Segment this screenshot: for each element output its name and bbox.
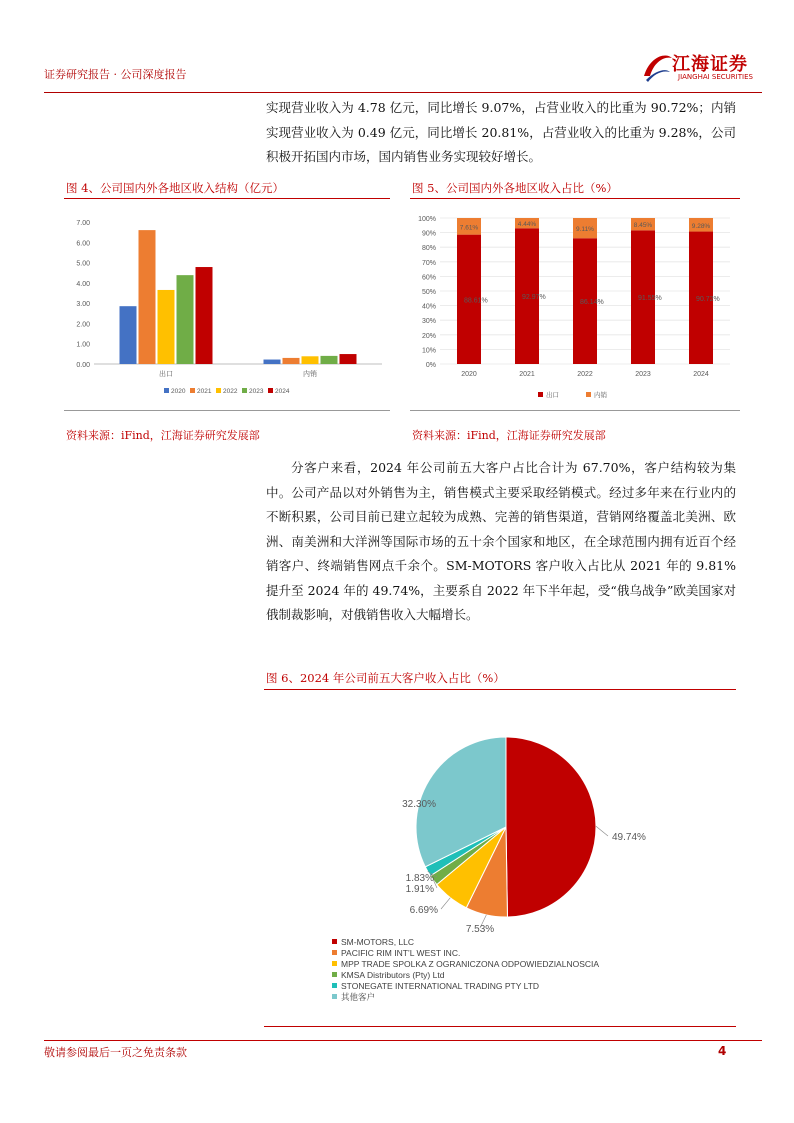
legend-label: 2020 [171, 388, 186, 395]
data-label-domestic: 7.61% [459, 224, 479, 232]
legend-label: MPP TRADE SPOLKA Z OGRANICZONA ODPOWIEDZIALNOSCIA [341, 959, 600, 969]
bar-2024-1 [340, 354, 357, 364]
figure5-title: 图 5、公司国内外各地区收入占比（%） [412, 181, 618, 195]
legend-swatch-domestic [586, 392, 591, 397]
figure5-chart [410, 202, 740, 407]
figure4-title-rule [64, 198, 390, 199]
pie-slice-0 [506, 737, 596, 917]
y-tick-label: 100% [418, 216, 436, 223]
y-tick-label: 70% [421, 259, 436, 267]
data-label-export: 92.97% [522, 294, 546, 302]
figure6-title: 图 6、2024 年公司前五大客户收入占比（%） [266, 671, 505, 685]
bar-2021-1 [283, 358, 300, 364]
y-tick-label: 2.00 [76, 321, 90, 329]
pie-data-label: 7.53% [465, 924, 495, 935]
y-tick-label: 10% [421, 347, 436, 355]
pie-leader-line [441, 898, 450, 909]
legend-swatch-3 [332, 972, 337, 977]
company-logo [640, 50, 764, 86]
legend-label: SM-MOTORS, LLC [341, 937, 415, 947]
pie-data-label: 1.91% [405, 884, 434, 895]
y-tick-label: 3.00 [76, 301, 90, 309]
figure4-chart [64, 202, 390, 407]
page-number: 4 [718, 1044, 727, 1058]
bar-2023-0 [177, 275, 194, 364]
pie-data-label: 6.69% [409, 905, 438, 916]
logo-swirl-icon [640, 50, 674, 84]
legend-swatch-export [538, 392, 543, 397]
figure4-bottom-rule [64, 410, 390, 411]
customer-paragraph: 分客户来看，2024 年公司前五大客户占比合计为 67.70%，客户结构较为集中。公司产品以对外销售为主，销售模式主要采取经销模式。经过多年来在行业内的不断积累，公司目前已建立起较为成熟、完善的销售渠道，营销网络覆盖北美洲、欧洲、南美洲和大洋洲等国际市场的五十余个国家和地区，在全球范围内拥有近百个经销客户、终端销售网点千余个。SM-MOTORS 客户收入占比从 2021 年的 9.81%提升至 2024 年的 49.74%，主要系自 2022 年下半年起，受“俄乌战争”欧美国家对俄制裁影响，对俄销售收入大幅增长。 [266, 460, 736, 622]
data-label-export: 86.14% [580, 299, 604, 307]
x-tick-label: 出口 [159, 371, 173, 378]
legend-label: 2023 [249, 388, 264, 395]
y-tick-label: 6.00 [76, 240, 90, 248]
legend-label: 内销 [594, 392, 607, 399]
legend-label: 2024 [275, 388, 290, 395]
x-tick-label: 内销 [303, 371, 317, 378]
y-tick-label: 7.00 [76, 220, 90, 227]
bar-2022-1 [302, 356, 319, 364]
legend-swatch-2 [332, 961, 337, 966]
legend-label: 2022 [223, 388, 238, 395]
figure5-title-rule [410, 198, 740, 199]
footer-disclaimer[interactable]: 敬请参阅最后一页之免责条款 [44, 1046, 187, 1059]
data-label-export: 91.55% [638, 295, 662, 303]
x-tick-label: 2023 [635, 371, 651, 378]
legend-swatch-2021 [190, 388, 195, 393]
x-tick-label: 2022 [577, 371, 593, 378]
y-tick-label: 50% [421, 289, 436, 296]
legend-label: 其他客户 [341, 992, 376, 1002]
figure4-source: 资料来源：iFind，江海证券研究发展部 [66, 429, 260, 442]
legend-label: PACIFIC RIM INT’L WEST INC. [341, 948, 461, 958]
data-label-export: 90.72% [696, 295, 720, 303]
legend-label: KMSA Distributors (Pty) Ltd [341, 970, 445, 980]
y-tick-label: 5.00 [76, 260, 90, 268]
legend-swatch-1 [332, 950, 337, 955]
y-tick-label: 0.00 [76, 362, 90, 369]
x-tick-label: 2020 [461, 371, 477, 378]
intro-paragraph: 实现营业收入为 4.78 亿元，同比增长 9.07%，占营业收入的比重为 90.72%；内销实现营业收入为 0.49 亿元，同比增长 20.81%，占营业收入的比重为 9.28%，公司积极开拓国内市场，国内销售业务实现较好增长。 [266, 100, 736, 164]
report-type-label: 证券研究报告 · 公司深度报告 [44, 68, 187, 81]
data-label-domestic: 9.28% [691, 222, 711, 230]
bar-2024-0 [196, 267, 213, 364]
y-tick-label: 40% [421, 303, 436, 311]
y-tick-label: 80% [421, 245, 436, 253]
data-label-domestic: 8.45% [633, 222, 653, 230]
figure4-title: 图 4、公司国内外各地区收入结构（亿元） [66, 181, 284, 195]
legend-label: 2021 [197, 388, 212, 395]
figure6-chart [264, 695, 736, 1020]
y-tick-label: 4.00 [76, 280, 90, 288]
pie-data-label: 32.30% [402, 799, 436, 810]
bar-2020-0 [120, 306, 137, 364]
legend-swatch-5 [332, 994, 337, 999]
legend-label: STONEGATE INTERNATIONAL TRADING PTY LTD [341, 981, 540, 991]
legend-swatch-2024 [268, 388, 273, 393]
figure5-bottom-rule [410, 410, 740, 411]
logo-text-en: JIANGHAI SECURITIES [678, 73, 753, 81]
bar-2022-0 [158, 290, 175, 364]
figure6-title-rule [264, 689, 736, 690]
pie-leader-line [596, 826, 608, 836]
y-tick-label: 90% [421, 230, 436, 238]
y-tick-label: 20% [421, 332, 436, 340]
logo-text-cn: 江海证券 [672, 54, 748, 75]
header-divider [44, 92, 762, 93]
legend-swatch-4 [332, 983, 337, 988]
pie-data-label: 1.83% [405, 873, 434, 884]
legend-swatch-2022 [216, 388, 221, 393]
legend-label: 出口 [546, 392, 559, 399]
bar-2020-1 [264, 360, 281, 364]
y-tick-label: 1.00 [76, 341, 90, 349]
pie-data-label: 49.74% [612, 832, 646, 843]
bar-2021-0 [139, 230, 156, 364]
legend-swatch-2023 [242, 388, 247, 393]
data-label-export: 88.61% [464, 297, 488, 305]
data-label-domestic: 4.44% [517, 221, 537, 229]
data-label-domestic: 9.11% [576, 226, 594, 234]
legend-swatch-0 [332, 939, 337, 944]
bar-2023-1 [321, 356, 338, 364]
legend-swatch-2020 [164, 388, 169, 393]
y-tick-label: 60% [421, 274, 436, 282]
x-tick-label: 2021 [519, 371, 535, 378]
y-tick-label: 0% [425, 362, 436, 369]
figure6-bottom-rule [264, 1026, 736, 1027]
footer-divider [44, 1040, 762, 1041]
x-tick-label: 2024 [693, 371, 709, 378]
y-tick-label: 30% [421, 318, 436, 326]
figure5-source: 资料来源：iFind，江海证券研究发展部 [412, 429, 606, 442]
